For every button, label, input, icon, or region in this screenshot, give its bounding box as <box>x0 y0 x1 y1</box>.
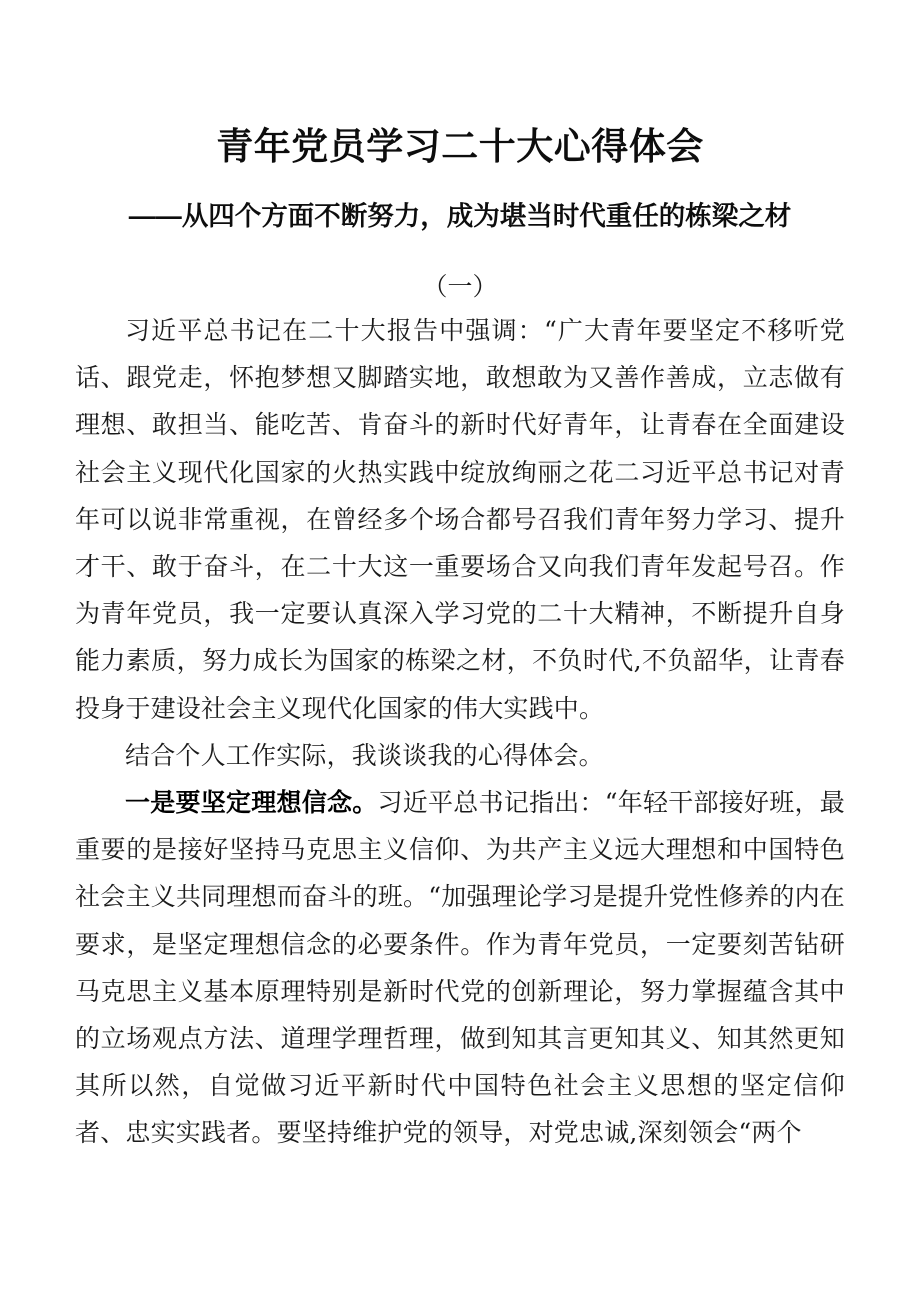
paragraph-text: 习近平总书记在二十大报告中强调：“广大青年要坚定不移听党话、跟党走，怀抱梦想又脚踏实地，敢想敢为又善作善成，立志做有理想、敢担当、能吃苦、肯奋斗的新时代好青年，让青春在全面建设社会主义现代化国家的火热实践中绽放绚丽之花二习近平总书记对青年可以说非常重视，在曾经多个场合都号召我们青年努力学习、提升才干、敢于奋斗，在二十大这一重要场合又向我们青年发起号召。作为青年党员，我一定要认真深入学习党的二十大精神，不断提升自身能力素质，努力成长为国家的栋梁之材，不负时代,不负韶华，让青春投身于建设社会主义现代化国家的伟大实践中。 <box>75 316 845 723</box>
document-content <box>75 0 845 1157</box>
body-paragraph <box>75 779 845 1157</box>
section-marker: （一） <box>422 272 498 301</box>
page-title: 青年党员学习二十大心得体会 <box>216 126 704 167</box>
paragraph-lead: 一是要坚定理想信念。 <box>125 788 378 818</box>
paragraph-text: 结合个人工作实际，我谈谈我的心得体会。 <box>125 740 604 770</box>
page-subtitle: ——从四个方面不断努力，成为堪当时代重任的栋梁之材 <box>128 201 792 231</box>
body-paragraph <box>75 307 845 732</box>
body-paragraph <box>75 732 845 779</box>
paragraph-text: 习近平总书记指出：“年轻干部接好班，最重要的是接好坚持马克思主义信仰、为共产主义远大理想和中国特色社会主义共同理想而奋斗的班。“加强理论学习是提升党性修养的内在要求，是坚定理想信念的必要条件。作为青年党员，一定要刻苦钻研马克思主义基本原理特别是新时代党的创新理论，努力掌握蕴含其中的立场观点方法、道理学理哲理，做到知其言更知其义、知其然更知其所以然，自觉做习近平新时代中国特色社会主义思想的坚定信仰者、忠实实践者。要坚持维护党的领导，对党忠诚,深刻领会“两个 <box>75 788 845 1148</box>
